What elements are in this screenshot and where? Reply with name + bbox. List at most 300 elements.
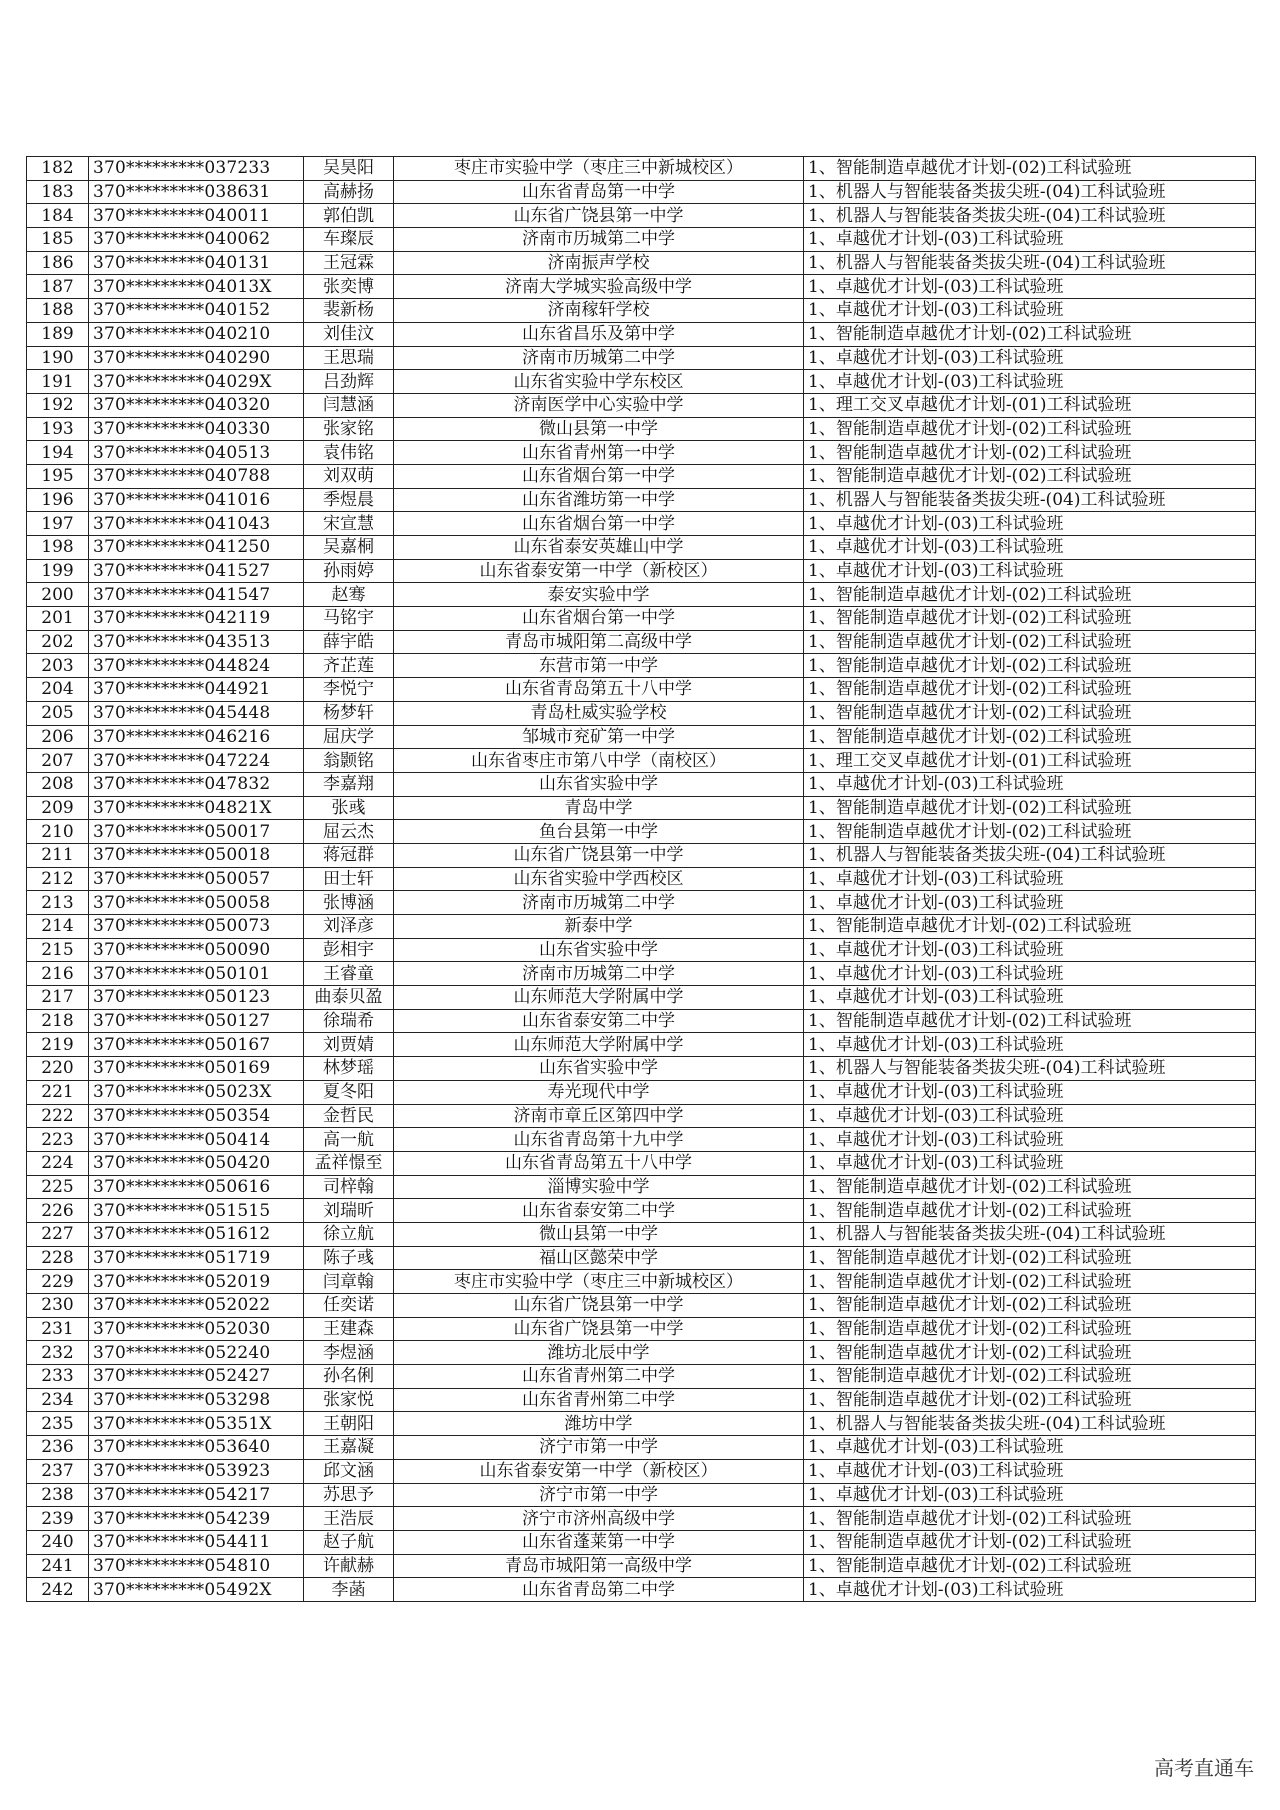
school-cell: 山东省蓬莱第一中学 <box>394 1530 804 1554</box>
row-number-cell: 235 <box>27 1412 89 1436</box>
program-cell: 1、卓越优才计划-(03)工科试验班 <box>804 891 1256 915</box>
row-number-cell: 183 <box>27 180 89 204</box>
table-row <box>27 251 1256 275</box>
program-cell: 1、智能制造卓越优才计划-(02)工科试验班 <box>804 1246 1256 1270</box>
id-number-cell: 370*********054217 <box>89 1483 304 1507</box>
id-number-cell: 370*********050073 <box>89 915 304 939</box>
program-cell: 1、卓越优才计划-(03)工科试验班 <box>804 986 1256 1010</box>
id-number-cell: 370*********054411 <box>89 1530 304 1554</box>
student-name-cell: 翁颢铭 <box>304 749 394 773</box>
program-cell: 1、卓越优才计划-(03)工科试验班 <box>804 370 1256 394</box>
id-number-cell: 370*********050058 <box>89 891 304 915</box>
school-cell: 山东省实验中学西校区 <box>394 867 804 891</box>
student-name-cell: 屈云杰 <box>304 820 394 844</box>
student-name-cell: 李煜涵 <box>304 1341 394 1365</box>
id-number-cell: 370*********040320 <box>89 393 304 417</box>
school-cell: 济南医学中心实验中学 <box>394 393 804 417</box>
program-cell: 1、智能制造卓越优才计划-(02)工科试验班 <box>804 701 1256 725</box>
table-row <box>27 962 1256 986</box>
row-number-cell: 224 <box>27 1151 89 1175</box>
id-number-cell: 370*********050169 <box>89 1057 304 1081</box>
student-name-cell: 王建森 <box>304 1317 394 1341</box>
program-cell: 1、智能制造卓越优才计划-(02)工科试验班 <box>804 1294 1256 1318</box>
student-name-cell: 郭伯凯 <box>304 204 394 228</box>
row-number-cell: 228 <box>27 1246 89 1270</box>
id-number-cell: 370*********05023X <box>89 1080 304 1104</box>
program-cell: 1、智能制造卓越优才计划-(02)工科试验班 <box>804 607 1256 631</box>
table-row <box>27 1388 1256 1412</box>
id-number-cell: 370*********050017 <box>89 820 304 844</box>
table-row <box>27 1222 1256 1246</box>
school-cell: 山东省泰安英雄山中学 <box>394 536 804 560</box>
program-cell: 1、智能制造卓越优才计划-(02)工科试验班 <box>804 1530 1256 1554</box>
id-number-cell: 370*********054239 <box>89 1507 304 1531</box>
program-cell: 1、机器人与智能装备类拔尖班-(04)工科试验班 <box>804 1057 1256 1081</box>
row-number-cell: 220 <box>27 1057 89 1081</box>
school-cell: 山东师范大学附属中学 <box>394 986 804 1010</box>
row-number-cell: 218 <box>27 1009 89 1033</box>
table-row <box>27 512 1256 536</box>
program-cell: 1、机器人与智能装备类拔尖班-(04)工科试验班 <box>804 1412 1256 1436</box>
program-cell: 1、卓越优才计划-(03)工科试验班 <box>804 536 1256 560</box>
student-name-cell: 王朝阳 <box>304 1412 394 1436</box>
id-number-cell: 370*********052019 <box>89 1270 304 1294</box>
row-number-cell: 199 <box>27 559 89 583</box>
table-row <box>27 843 1256 867</box>
school-cell: 山东师范大学附属中学 <box>394 1033 804 1057</box>
table-row <box>27 180 1256 204</box>
school-cell: 新泰中学 <box>394 915 804 939</box>
id-number-cell: 370*********038631 <box>89 180 304 204</box>
table-row <box>27 891 1256 915</box>
table-row <box>27 346 1256 370</box>
school-cell: 山东省枣庄市第八中学（南校区） <box>394 749 804 773</box>
school-cell: 山东省青岛第五十八中学 <box>394 1151 804 1175</box>
id-number-cell: 370*********052427 <box>89 1365 304 1389</box>
program-cell: 1、卓越优才计划-(03)工科试验班 <box>804 1578 1256 1602</box>
table-row <box>27 701 1256 725</box>
id-number-cell: 370*********050167 <box>89 1033 304 1057</box>
id-number-cell: 370*********040152 <box>89 299 304 323</box>
row-number-cell: 216 <box>27 962 89 986</box>
id-number-cell: 370*********051719 <box>89 1246 304 1270</box>
table-row <box>27 796 1256 820</box>
row-number-cell: 205 <box>27 701 89 725</box>
row-number-cell: 222 <box>27 1104 89 1128</box>
program-cell: 1、理工交叉卓越优才计划-(01)工科试验班 <box>804 749 1256 773</box>
program-cell: 1、卓越优才计划-(03)工科试验班 <box>804 299 1256 323</box>
table-row <box>27 1578 1256 1602</box>
school-cell: 淄博实验中学 <box>394 1175 804 1199</box>
row-number-cell: 187 <box>27 275 89 299</box>
row-number-cell: 226 <box>27 1199 89 1223</box>
id-number-cell: 370*********050127 <box>89 1009 304 1033</box>
row-number-cell: 242 <box>27 1578 89 1602</box>
id-number-cell: 370*********052022 <box>89 1294 304 1318</box>
program-cell: 1、机器人与智能装备类拔尖班-(04)工科试验班 <box>804 251 1256 275</box>
id-number-cell: 370*********050420 <box>89 1151 304 1175</box>
id-number-cell: 370*********046216 <box>89 725 304 749</box>
table-row <box>27 417 1256 441</box>
row-number-cell: 204 <box>27 678 89 702</box>
table-row <box>27 1507 1256 1531</box>
id-number-cell: 370*********042119 <box>89 607 304 631</box>
id-number-cell: 370*********040513 <box>89 441 304 465</box>
school-cell: 山东省实验中学 <box>394 938 804 962</box>
row-number-cell: 231 <box>27 1317 89 1341</box>
row-number-cell: 206 <box>27 725 89 749</box>
student-name-cell: 马铭宇 <box>304 607 394 631</box>
row-number-cell: 185 <box>27 228 89 252</box>
id-number-cell: 370*********050018 <box>89 843 304 867</box>
student-name-cell: 夏冬阳 <box>304 1080 394 1104</box>
row-number-cell: 227 <box>27 1222 89 1246</box>
row-number-cell: 196 <box>27 488 89 512</box>
table-row <box>27 157 1256 181</box>
student-name-cell: 田士轩 <box>304 867 394 891</box>
row-number-cell: 202 <box>27 630 89 654</box>
student-name-cell: 徐立航 <box>304 1222 394 1246</box>
student-name-cell: 宋宣慧 <box>304 512 394 536</box>
student-name-cell: 刘贾婧 <box>304 1033 394 1057</box>
student-name-cell: 任奕诺 <box>304 1294 394 1318</box>
student-name-cell: 袁伟铭 <box>304 441 394 465</box>
program-cell: 1、智能制造卓越优才计划-(02)工科试验班 <box>804 417 1256 441</box>
student-name-cell: 苏思予 <box>304 1483 394 1507</box>
row-number-cell: 229 <box>27 1270 89 1294</box>
student-name-cell: 裴新杨 <box>304 299 394 323</box>
id-number-cell: 370*********05351X <box>89 1412 304 1436</box>
program-cell: 1、智能制造卓越优才计划-(02)工科试验班 <box>804 820 1256 844</box>
program-cell: 1、智能制造卓越优才计划-(02)工科试验班 <box>804 796 1256 820</box>
id-number-cell: 370*********044824 <box>89 654 304 678</box>
student-name-cell: 闫慧涵 <box>304 393 394 417</box>
student-name-cell: 吕劲辉 <box>304 370 394 394</box>
program-cell: 1、卓越优才计划-(03)工科试验班 <box>804 346 1256 370</box>
student-name-cell: 齐芷莲 <box>304 654 394 678</box>
program-cell: 1、智能制造卓越优才计划-(02)工科试验班 <box>804 157 1256 181</box>
row-number-cell: 197 <box>27 512 89 536</box>
student-name-cell: 彭相宇 <box>304 938 394 962</box>
student-name-cell: 刘双萌 <box>304 464 394 488</box>
row-number-cell: 233 <box>27 1365 89 1389</box>
table-row <box>27 393 1256 417</box>
id-number-cell: 370*********051515 <box>89 1199 304 1223</box>
program-cell: 1、机器人与智能装备类拔尖班-(04)工科试验班 <box>804 1222 1256 1246</box>
table-row <box>27 583 1256 607</box>
school-cell: 山东省青岛第二中学 <box>394 1578 804 1602</box>
student-name-cell: 蒋冠群 <box>304 843 394 867</box>
school-cell: 青岛杜威实验学校 <box>394 701 804 725</box>
program-cell: 1、智能制造卓越优才计划-(02)工科试验班 <box>804 1365 1256 1389</box>
program-cell: 1、智能制造卓越优才计划-(02)工科试验班 <box>804 725 1256 749</box>
program-cell: 1、卓越优才计划-(03)工科试验班 <box>804 1080 1256 1104</box>
school-cell: 泰安实验中学 <box>394 583 804 607</box>
program-cell: 1、卓越优才计划-(03)工科试验班 <box>804 1104 1256 1128</box>
program-cell: 1、卓越优才计划-(03)工科试验班 <box>804 1436 1256 1460</box>
id-number-cell: 370*********050123 <box>89 986 304 1010</box>
student-name-cell: 高一航 <box>304 1128 394 1152</box>
school-cell: 山东省泰安第一中学（新校区） <box>394 1459 804 1483</box>
program-cell: 1、卓越优才计划-(03)工科试验班 <box>804 962 1256 986</box>
school-cell: 济宁市第一中学 <box>394 1436 804 1460</box>
row-number-cell: 211 <box>27 843 89 867</box>
program-cell: 1、智能制造卓越优才计划-(02)工科试验班 <box>804 630 1256 654</box>
row-number-cell: 234 <box>27 1388 89 1412</box>
table-row <box>27 1365 1256 1389</box>
id-number-cell: 370*********037233 <box>89 157 304 181</box>
program-cell: 1、机器人与智能装备类拔尖班-(04)工科试验班 <box>804 204 1256 228</box>
row-number-cell: 209 <box>27 796 89 820</box>
id-number-cell: 370*********040290 <box>89 346 304 370</box>
row-number-cell: 237 <box>27 1459 89 1483</box>
school-cell: 山东省昌乐及第中学 <box>394 322 804 346</box>
student-name-cell: 王浩辰 <box>304 1507 394 1531</box>
school-cell: 山东省广饶县第一中学 <box>394 843 804 867</box>
school-cell: 山东省实验中学 <box>394 772 804 796</box>
school-cell: 福山区懿荣中学 <box>394 1246 804 1270</box>
table-row <box>27 1459 1256 1483</box>
table-row <box>27 204 1256 228</box>
student-name-cell: 王思瑞 <box>304 346 394 370</box>
table-row <box>27 1246 1256 1270</box>
student-name-cell: 林梦瑶 <box>304 1057 394 1081</box>
school-cell: 青岛市城阳第一高级中学 <box>394 1554 804 1578</box>
program-cell: 1、卓越优才计划-(03)工科试验班 <box>804 1459 1256 1483</box>
id-number-cell: 370*********053640 <box>89 1436 304 1460</box>
table-row <box>27 915 1256 939</box>
id-number-cell: 370*********041016 <box>89 488 304 512</box>
program-cell: 1、理工交叉卓越优才计划-(01)工科试验班 <box>804 393 1256 417</box>
school-cell: 济南振声学校 <box>394 251 804 275</box>
table-row <box>27 441 1256 465</box>
student-name-cell: 邱文涵 <box>304 1459 394 1483</box>
school-cell: 济南市章丘区第四中学 <box>394 1104 804 1128</box>
row-number-cell: 194 <box>27 441 89 465</box>
table-row <box>27 1009 1256 1033</box>
row-number-cell: 200 <box>27 583 89 607</box>
school-cell: 济南市历城第二中学 <box>394 962 804 986</box>
id-number-cell: 370*********050616 <box>89 1175 304 1199</box>
id-number-cell: 370*********050090 <box>89 938 304 962</box>
row-number-cell: 238 <box>27 1483 89 1507</box>
table-row <box>27 678 1256 702</box>
id-number-cell: 370*********052240 <box>89 1341 304 1365</box>
table-row <box>27 938 1256 962</box>
id-number-cell: 370*********05492X <box>89 1578 304 1602</box>
school-cell: 山东省烟台第一中学 <box>394 512 804 536</box>
school-cell: 济南市历城第二中学 <box>394 346 804 370</box>
student-name-cell: 张博涵 <box>304 891 394 915</box>
school-cell: 济宁市第一中学 <box>394 1483 804 1507</box>
program-cell: 1、智能制造卓越优才计划-(02)工科试验班 <box>804 1009 1256 1033</box>
program-cell: 1、机器人与智能装备类拔尖班-(04)工科试验班 <box>804 180 1256 204</box>
program-cell: 1、卓越优才计划-(03)工科试验班 <box>804 938 1256 962</box>
program-cell: 1、智能制造卓越优才计划-(02)工科试验班 <box>804 1317 1256 1341</box>
table-row <box>27 536 1256 560</box>
row-number-cell: 184 <box>27 204 89 228</box>
table-row <box>27 772 1256 796</box>
student-name-cell: 陈子彧 <box>304 1246 394 1270</box>
program-cell: 1、卓越优才计划-(03)工科试验班 <box>804 1128 1256 1152</box>
table-row <box>27 1530 1256 1554</box>
school-cell: 枣庄市实验中学（枣庄三中新城校区） <box>394 1270 804 1294</box>
school-cell: 山东省烟台第一中学 <box>394 607 804 631</box>
id-number-cell: 370*********040210 <box>89 322 304 346</box>
row-number-cell: 219 <box>27 1033 89 1057</box>
admission-list-table <box>26 156 1256 1602</box>
program-cell: 1、卓越优才计划-(03)工科试验班 <box>804 867 1256 891</box>
table-row <box>27 986 1256 1010</box>
table-row <box>27 749 1256 773</box>
school-cell: 山东省青州第二中学 <box>394 1388 804 1412</box>
id-number-cell: 370*********040131 <box>89 251 304 275</box>
student-name-cell: 金哲民 <box>304 1104 394 1128</box>
program-cell: 1、智能制造卓越优才计划-(02)工科试验班 <box>804 583 1256 607</box>
row-number-cell: 241 <box>27 1554 89 1578</box>
school-cell: 山东省青岛第五十八中学 <box>394 678 804 702</box>
school-cell: 寿光现代中学 <box>394 1080 804 1104</box>
id-number-cell: 370*********050101 <box>89 962 304 986</box>
row-number-cell: 236 <box>27 1436 89 1460</box>
id-number-cell: 370*********040788 <box>89 464 304 488</box>
row-number-cell: 212 <box>27 867 89 891</box>
table-row <box>27 1436 1256 1460</box>
school-cell: 东营市第一中学 <box>394 654 804 678</box>
table-row <box>27 1033 1256 1057</box>
table-row <box>27 228 1256 252</box>
table-row <box>27 725 1256 749</box>
program-cell: 1、智能制造卓越优才计划-(02)工科试验班 <box>804 464 1256 488</box>
school-cell: 潍坊中学 <box>394 1412 804 1436</box>
school-cell: 邹城市兖矿第一中学 <box>394 725 804 749</box>
student-name-cell: 李嘉翔 <box>304 772 394 796</box>
row-number-cell: 195 <box>27 464 89 488</box>
row-number-cell: 188 <box>27 299 89 323</box>
id-number-cell: 370*********040330 <box>89 417 304 441</box>
school-cell: 山东省广饶县第一中学 <box>394 1294 804 1318</box>
school-cell: 鱼台县第一中学 <box>394 820 804 844</box>
table-row <box>27 1554 1256 1578</box>
table-row <box>27 867 1256 891</box>
row-number-cell: 189 <box>27 322 89 346</box>
student-name-cell: 孙雨婷 <box>304 559 394 583</box>
student-name-cell: 屈庆学 <box>304 725 394 749</box>
school-cell: 山东省青州第一中学 <box>394 441 804 465</box>
table-row <box>27 1412 1256 1436</box>
school-cell: 济南市历城第二中学 <box>394 228 804 252</box>
student-name-cell: 季煜晨 <box>304 488 394 512</box>
table-row <box>27 820 1256 844</box>
row-number-cell: 186 <box>27 251 89 275</box>
student-name-cell: 薛宇皓 <box>304 630 394 654</box>
school-cell: 山东省烟台第一中学 <box>394 464 804 488</box>
student-name-cell: 李菡 <box>304 1578 394 1602</box>
id-number-cell: 370*********041043 <box>89 512 304 536</box>
row-number-cell: 210 <box>27 820 89 844</box>
student-name-cell: 高赫扬 <box>304 180 394 204</box>
id-number-cell: 370*********047224 <box>89 749 304 773</box>
program-cell: 1、智能制造卓越优才计划-(02)工科试验班 <box>804 322 1256 346</box>
row-number-cell: 198 <box>27 536 89 560</box>
row-number-cell: 214 <box>27 915 89 939</box>
student-name-cell: 张奕博 <box>304 275 394 299</box>
school-cell: 山东省实验中学 <box>394 1057 804 1081</box>
program-cell: 1、智能制造卓越优才计划-(02)工科试验班 <box>804 1507 1256 1531</box>
program-cell: 1、智能制造卓越优才计划-(02)工科试验班 <box>804 915 1256 939</box>
row-number-cell: 203 <box>27 654 89 678</box>
table-row <box>27 654 1256 678</box>
table-row <box>27 1317 1256 1341</box>
table-row <box>27 1057 1256 1081</box>
school-cell: 济南稼轩学校 <box>394 299 804 323</box>
program-cell: 1、智能制造卓越优才计划-(02)工科试验班 <box>804 1388 1256 1412</box>
student-name-cell: 徐瑞希 <box>304 1009 394 1033</box>
watermark-text: 高考直通车 <box>1154 1756 1254 1780</box>
id-number-cell: 370*********041250 <box>89 536 304 560</box>
program-cell: 1、卓越优才计划-(03)工科试验班 <box>804 228 1256 252</box>
school-cell: 山东省广饶县第一中学 <box>394 1317 804 1341</box>
row-number-cell: 182 <box>27 157 89 181</box>
student-name-cell: 王冠霖 <box>304 251 394 275</box>
id-number-cell: 370*********04821X <box>89 796 304 820</box>
student-name-cell: 杨梦轩 <box>304 701 394 725</box>
student-name-cell: 司梓翰 <box>304 1175 394 1199</box>
id-number-cell: 370*********051612 <box>89 1222 304 1246</box>
row-number-cell: 207 <box>27 749 89 773</box>
table-row <box>27 299 1256 323</box>
student-name-cell: 王睿童 <box>304 962 394 986</box>
student-name-cell: 吴嘉桐 <box>304 536 394 560</box>
row-number-cell: 201 <box>27 607 89 631</box>
student-name-cell: 孙名俐 <box>304 1365 394 1389</box>
row-number-cell: 240 <box>27 1530 89 1554</box>
row-number-cell: 232 <box>27 1341 89 1365</box>
table-row <box>27 1151 1256 1175</box>
table-row <box>27 1199 1256 1223</box>
program-cell: 1、智能制造卓越优才计划-(02)工科试验班 <box>804 654 1256 678</box>
row-number-cell: 213 <box>27 891 89 915</box>
row-number-cell: 217 <box>27 986 89 1010</box>
program-cell: 1、卓越优才计划-(03)工科试验班 <box>804 1483 1256 1507</box>
row-number-cell: 239 <box>27 1507 89 1531</box>
program-cell: 1、卓越优才计划-(03)工科试验班 <box>804 772 1256 796</box>
table-row <box>27 1128 1256 1152</box>
id-number-cell: 370*********050354 <box>89 1104 304 1128</box>
table-row <box>27 1175 1256 1199</box>
school-cell: 山东省青岛第十九中学 <box>394 1128 804 1152</box>
row-number-cell: 215 <box>27 938 89 962</box>
school-cell: 青岛市城阳第二高级中学 <box>394 630 804 654</box>
program-cell: 1、智能制造卓越优才计划-(02)工科试验班 <box>804 1341 1256 1365</box>
school-cell: 山东省青岛第一中学 <box>394 180 804 204</box>
table-row <box>27 559 1256 583</box>
school-cell: 微山县第一中学 <box>394 1222 804 1246</box>
id-number-cell: 370*********053298 <box>89 1388 304 1412</box>
program-cell: 1、智能制造卓越优才计划-(02)工科试验班 <box>804 1270 1256 1294</box>
student-name-cell: 车璨辰 <box>304 228 394 252</box>
table-row <box>27 275 1256 299</box>
program-cell: 1、机器人与智能装备类拔尖班-(04)工科试验班 <box>804 488 1256 512</box>
row-number-cell: 193 <box>27 417 89 441</box>
row-number-cell: 223 <box>27 1128 89 1152</box>
row-number-cell: 208 <box>27 772 89 796</box>
student-name-cell: 张家悦 <box>304 1388 394 1412</box>
school-cell: 山东省青州第二中学 <box>394 1365 804 1389</box>
row-number-cell: 225 <box>27 1175 89 1199</box>
student-name-cell: 刘佳汶 <box>304 322 394 346</box>
school-cell: 山东省广饶县第一中学 <box>394 204 804 228</box>
